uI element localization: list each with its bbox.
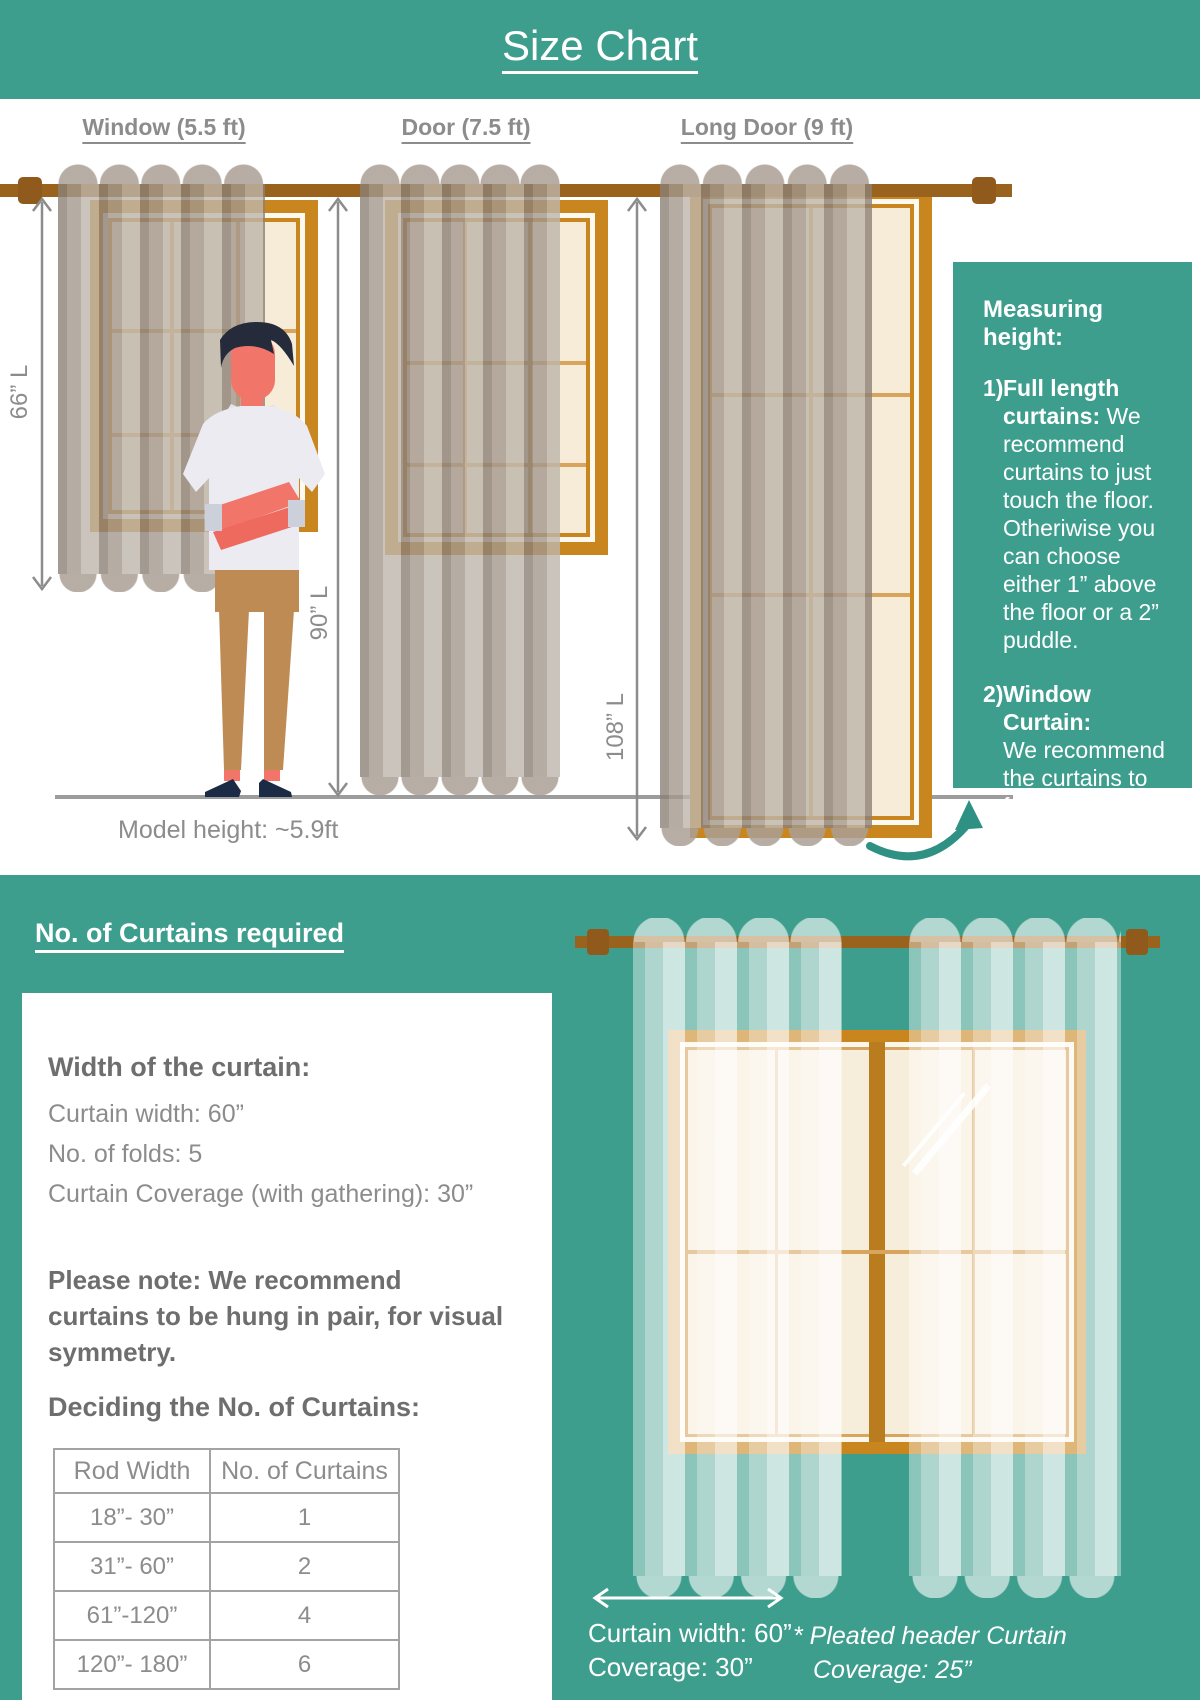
cell-count: 6	[210, 1640, 399, 1689]
cell-count: 1	[210, 1493, 399, 1542]
curtains-required-heading: No. of Curtains required	[35, 918, 345, 948]
cell-rod-width: 120”- 180”	[54, 1640, 210, 1689]
deciding-title: Deciding the No. of Curtains:	[48, 1392, 421, 1422]
illustration-coverage-label: Coverage: 30”	[588, 1652, 753, 1682]
window-curtain-header	[58, 162, 265, 184]
window-center-divider	[869, 1042, 885, 1442]
person-figure	[175, 318, 335, 798]
pleated-note-line1: * Pleated header Curtain	[793, 1622, 1067, 1650]
bottom-rod-finial-right	[1126, 929, 1148, 955]
item-1-text: We recommend curtains to just touch the floor. Otheriwise you can choose either 1” above the floor or a 2” puddle.	[1003, 403, 1159, 653]
cell-count: 2	[210, 1542, 399, 1591]
label-window: Window (5.5 ft)	[82, 114, 246, 140]
table-row	[54, 1542, 399, 1591]
length-label-66: 66” L	[6, 364, 33, 420]
table-header-row	[54, 1449, 399, 1493]
pair-note: Please note: We recommend curtains to be hung in pair, for visual symmetry.	[48, 1265, 504, 1367]
header-rod-width: Rod Width	[54, 1449, 210, 1493]
coverage-line: Curtain Coverage (with gathering): 30”	[48, 1180, 474, 1208]
width-arrow	[590, 1586, 786, 1610]
sheer-curtain-right-header	[909, 918, 1121, 942]
table-row	[54, 1493, 399, 1542]
length-label-108: 108” L	[602, 692, 629, 762]
measuring-box-item-2	[983, 680, 1172, 848]
label-door: Door (7.5 ft)	[401, 114, 531, 140]
folds-line: No. of folds: 5	[48, 1140, 203, 1168]
length-label-90: 90” L	[306, 585, 333, 641]
illustration-width-label: Curtain width: 60”	[588, 1618, 792, 1648]
long-door-curtain-header	[660, 162, 872, 184]
sheer-curtain-left-header	[633, 918, 842, 942]
dimension-arrow-90	[326, 196, 350, 798]
sheer-curtain-left	[633, 942, 842, 1576]
sheer-curtain-right	[909, 942, 1121, 1576]
cell-rod-width: 18”- 30”	[54, 1493, 210, 1542]
long-door-curtain	[660, 184, 872, 828]
cell-rod-width: 61”-120”	[54, 1591, 210, 1640]
bottom-rod-finial-left	[587, 929, 609, 955]
item-2-lead: Window Curtain:	[1003, 681, 1092, 735]
rod-finial-right	[972, 177, 996, 204]
door-curtain-hem	[360, 777, 560, 795]
long-door-curtain-hem	[660, 828, 872, 846]
curved-arrow	[862, 798, 994, 864]
table-row	[54, 1640, 399, 1689]
width-title: Width of the curtain:	[48, 1052, 311, 1082]
measuring-height-box	[953, 262, 1192, 847]
cell-count: 4	[210, 1591, 399, 1640]
page-title: Size Chart	[501, 22, 699, 69]
door-curtain-header	[360, 162, 560, 184]
item-2-text: We recommend the curtains to fall 6”- 8” below the window sill.	[1003, 737, 1165, 847]
sheer-curtain-right-hem	[909, 1576, 1121, 1598]
measuring-box-item-1	[983, 374, 1172, 654]
table-row	[54, 1591, 399, 1640]
item-1-number: 1)	[983, 375, 1004, 401]
curtain-width-line: Curtain width: 60”	[48, 1100, 244, 1128]
item-1-lead: Full length curtains:	[1003, 375, 1120, 429]
label-long-door: Long Door (9 ft)	[680, 114, 854, 140]
header-no-curtains: No. of Curtains	[210, 1449, 399, 1493]
curtains-table	[53, 1448, 400, 1690]
measuring-box-title: Measuring height:	[983, 296, 1104, 351]
door-curtain	[360, 184, 560, 777]
pleated-note-line2: Coverage: 25”	[813, 1656, 972, 1684]
model-height-note: Model height: ~5.9ft	[118, 816, 339, 844]
item-2-number: 2)	[983, 681, 1004, 707]
cell-rod-width: 31”- 60”	[54, 1542, 210, 1591]
